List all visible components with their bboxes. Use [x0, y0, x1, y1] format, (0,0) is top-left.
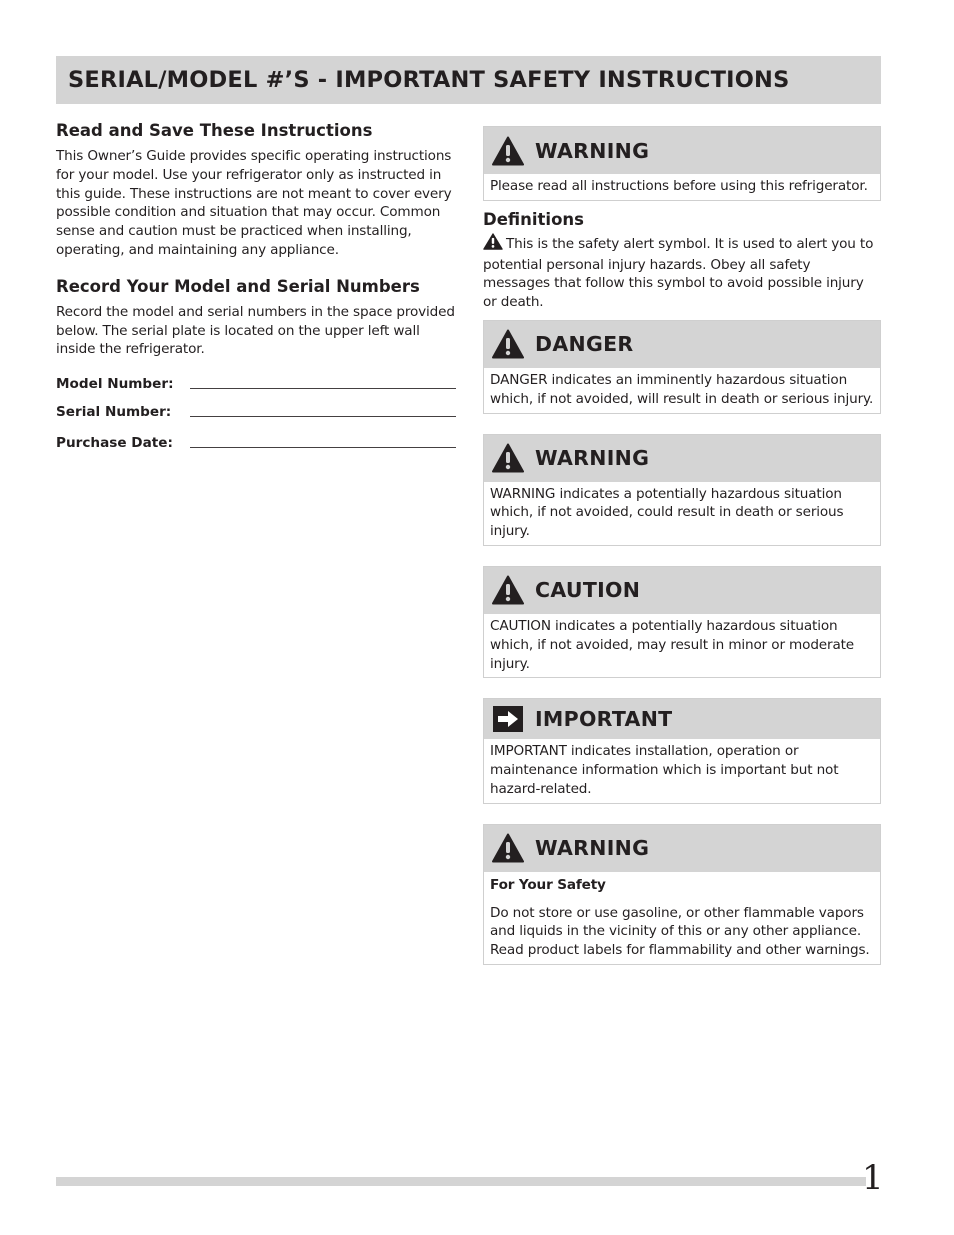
safety-alert-icon [491, 832, 525, 864]
warning-read-box [483, 126, 881, 201]
warning-definition-box [483, 434, 881, 546]
warning-definition-title: WARNING [535, 446, 650, 471]
warning-safety-box [483, 824, 881, 965]
page-header [56, 56, 881, 104]
important-text: IMPORTANT indicates installation, operation or maintenance information which is important but not hazard-related. [490, 743, 839, 797]
safety-alert-icon [491, 328, 525, 360]
safety-alert-icon [491, 574, 525, 606]
read-save-text: This Owner’s Guide provides specific operating instructions for your model. Use your refrigerator only as instructed in this guide. These instructions are not meant to cover every possible condition and situation that may occur. Common sense and caution must be practiced when installing, operating, and maintaining any appliance. [56, 148, 452, 258]
warning-safety-body [484, 872, 880, 964]
danger-title: DANGER [535, 332, 634, 357]
purchase-date-line[interactable] [190, 447, 456, 448]
purchase-date-row [56, 421, 456, 452]
serial-number-line[interactable] [190, 416, 456, 417]
safety-alert-icon [491, 442, 525, 474]
important-header [484, 699, 880, 739]
record-fields [56, 365, 456, 452]
definitions-heading: Definitions [483, 209, 584, 229]
model-number-label: Model Number: [56, 376, 174, 393]
page-number: 1 [862, 1158, 884, 1198]
warning-read-header [484, 127, 880, 174]
serial-number-label: Serial Number: [56, 404, 172, 421]
warning-safety-header [484, 825, 880, 872]
caution-text: CAUTION indicates a potentially hazardous situation which, if not avoided, may result in minor or moderate injury. [490, 617, 855, 672]
warning-definition-header [484, 435, 880, 482]
caution-box [483, 566, 881, 678]
footer-bar [56, 1177, 866, 1186]
warning-safety-subtitle: For Your Safety [490, 876, 606, 893]
arrow-right-icon [491, 703, 525, 735]
record-heading: Record Your Model and Serial Numbers [56, 276, 420, 296]
danger-box [483, 320, 881, 414]
page-title: SERIAL/MODEL #’S - IMPORTANT SAFETY INSTRUCTIONS [68, 67, 790, 93]
definitions-text: This is the safety alert symbol. It is used to alert you to potential personal injury hazards. Obey all safety messages that follow this symbol to avoid possible injury or death. [483, 235, 874, 311]
safety-alert-icon [491, 135, 525, 167]
model-number-line[interactable] [190, 388, 456, 389]
read-save-heading: Read and Save These Instructions [56, 121, 373, 140]
purchase-date-label: Purchase Date: [56, 435, 173, 452]
serial-number-row [56, 393, 456, 421]
left-column [56, 120, 456, 452]
danger-text: DANGER indicates an imminently hazardous situation which, if not avoided, will result in death or serious injury. [490, 371, 874, 407]
warning-safety-text: Do not store or use gasoline, or other flammable vapors and liquids in the vicinity of this or any other appliance. Read product labels for flammability and other warnings. [490, 904, 870, 959]
definitions-text-block [483, 233, 881, 312]
caution-title: CAUTION [535, 578, 641, 603]
important-box [483, 698, 881, 803]
warning-read-text: Please read all instructions before using this refrigerator. [490, 178, 868, 194]
important-title: IMPORTANT [535, 707, 673, 732]
danger-header [484, 321, 880, 368]
warning-read-title: WARNING [535, 138, 650, 163]
warning-safety-title: WARNING [535, 836, 650, 861]
record-text: Record the model and serial numbers in the space provided below. The serial plate is located on the upper left wall inside the refrigerator. [56, 303, 455, 358]
right-column [483, 126, 881, 985]
model-number-row [56, 365, 456, 393]
caution-header [484, 567, 880, 614]
safety-alert-icon [483, 233, 503, 256]
warning-definition-text: WARNING indicates a potentially hazardous situation which, if not avoided, could result in death or serious injury. [490, 485, 844, 540]
